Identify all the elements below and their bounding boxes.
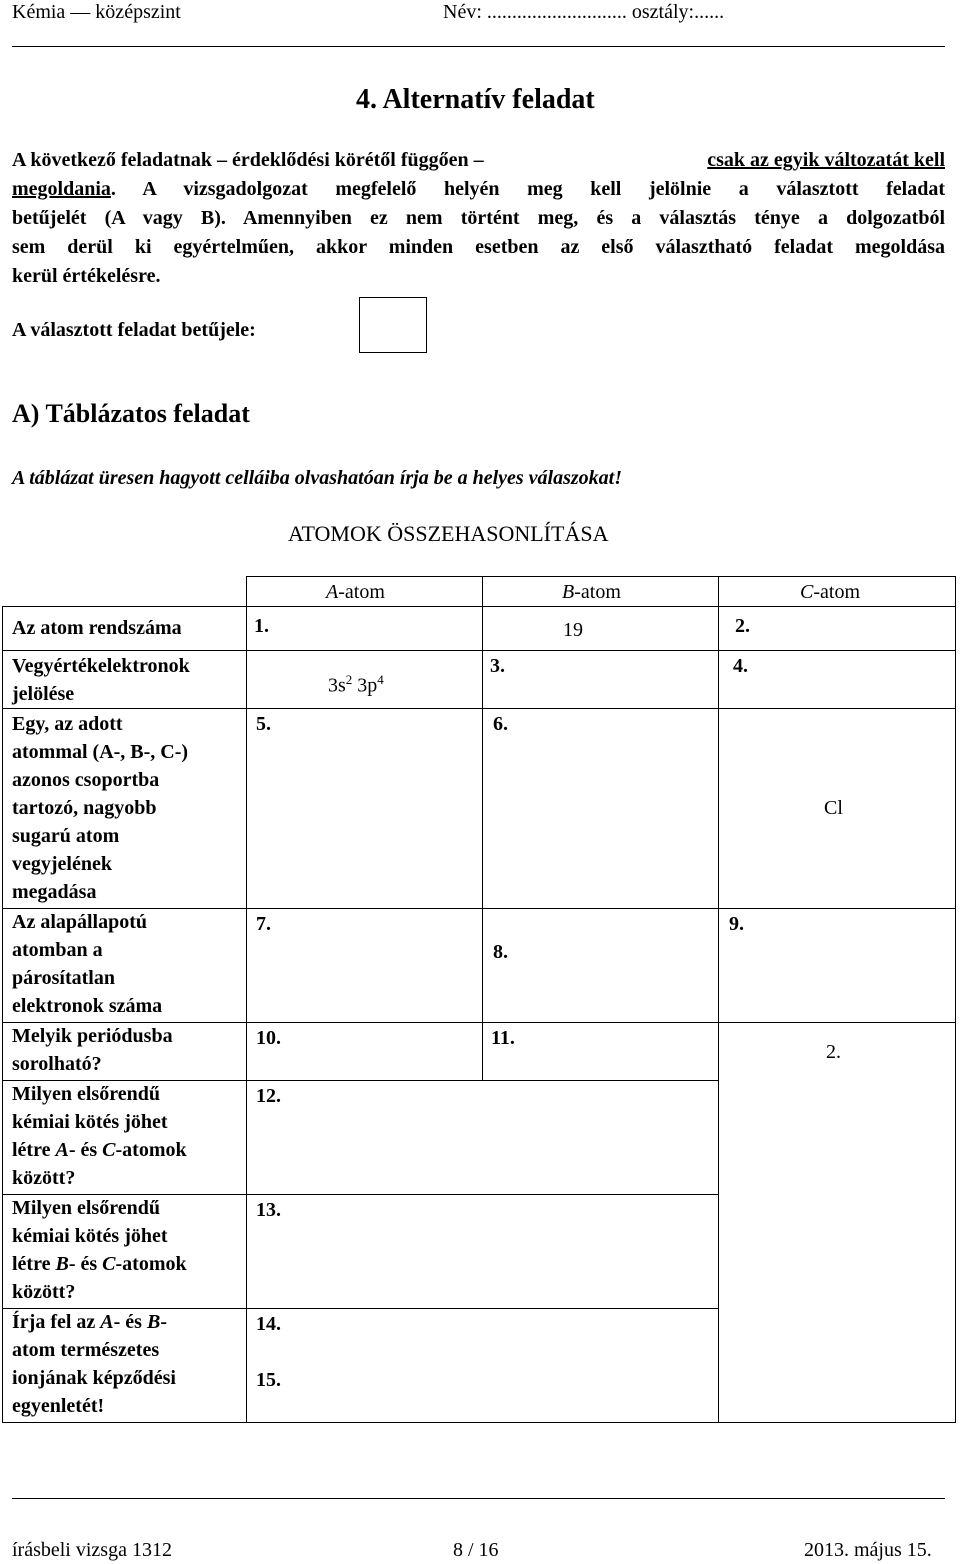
row5-c: 2.	[826, 1041, 841, 1063]
row3-label-l1: Egy, az adott	[12, 713, 123, 735]
col-header-b: B-atom	[562, 581, 621, 603]
row4-b: 8.	[493, 941, 508, 963]
table-border-bottom	[2, 1422, 956, 1423]
table-line-header	[2, 606, 956, 607]
intro-line5: kerül értékelésre.	[12, 265, 161, 287]
footer-page: 8 / 16	[453, 1539, 499, 1561]
row3-label-l6: vegyjelének	[12, 853, 112, 875]
row3-label-l2: atommal (A-, B-, C-)	[12, 741, 189, 763]
row5-label-l1: Melyik periódusba	[12, 1025, 173, 1047]
intro-line2a: megoldania	[12, 178, 111, 200]
table-border-left	[2, 606, 3, 1423]
instruction: A táblázat üresen hagyott celláiba olvashatóan írja be a helyes válaszokat!	[12, 467, 623, 489]
footer-rule	[12, 1498, 945, 1499]
footer-date: 2013. május 15.	[804, 1539, 932, 1561]
row6-a: 12.	[256, 1085, 281, 1107]
header-subject: Kémia — középszint	[12, 1, 181, 23]
table-line-col2	[482, 576, 483, 1080]
row4-c: 9.	[729, 913, 744, 935]
row3-c: Cl	[824, 797, 843, 819]
row1-c: 2.	[735, 615, 750, 637]
row4-a: 7.	[256, 913, 271, 935]
header-name-class: Név: ............................ osztály:......	[443, 1, 725, 23]
row7-label-l3: létre B- és C-atomok	[12, 1253, 187, 1275]
row8-label-l1: Írja fel az A- és B-	[12, 1311, 167, 1333]
row5-b: 11.	[491, 1027, 515, 1049]
row3-label-l4: tartozó, nagyobb	[12, 797, 157, 819]
row3-b: 6.	[493, 713, 508, 735]
row4-label-l3: párosítatlan	[12, 967, 115, 989]
row7-a: 13.	[256, 1199, 281, 1221]
intro-line1a: A következő feladatnak – érdeklődési körétől függően –	[12, 149, 484, 171]
intro-line3: betűjelét (A vagy B). Amennyiben ez nem történt meg, és a választás ténye a dolgozatból	[12, 207, 945, 229]
row7-label-l4: között?	[12, 1281, 76, 1303]
intro-line2b: . A vizsgadolgozat megfelelő helyén meg kell jelölnie a választott feladat	[110, 178, 945, 200]
row1-label: Az atom rendszáma	[12, 617, 182, 639]
table-border-top	[246, 576, 956, 577]
row5-label-l2: sorolható?	[12, 1053, 102, 1075]
row8-label-l2: atom természetes	[12, 1339, 160, 1361]
intro-line1b: csak az egyik változatát kell	[707, 149, 945, 171]
intro-line4: sem derül ki egyértelműen, akkor minden esetben az első választható feladat megoldása	[12, 236, 945, 258]
col-header-a: A-atom	[326, 581, 385, 603]
table-line-col3	[718, 576, 719, 1423]
row4-label-l4: elektronok száma	[12, 995, 163, 1017]
row8-a2: 15.	[256, 1369, 281, 1391]
footer-exam: írásbeli vizsga 1312	[12, 1539, 172, 1561]
row5-a: 10.	[256, 1027, 281, 1049]
row3-label-l3: azonos csoportba	[12, 769, 160, 791]
choice-label: A választott feladat betűjele:	[12, 319, 256, 341]
row6-label-l3: létre A- és C-atomok	[12, 1139, 187, 1161]
row6-label-l4: között?	[12, 1167, 76, 1189]
row2-label-l1: Vegyértékelektronok	[12, 655, 190, 677]
row7-label-l1: Milyen elsőrendű	[12, 1197, 160, 1219]
table-line-row2	[2, 708, 956, 709]
table-line-row1	[2, 650, 956, 651]
task-title: A) Táblázatos feladat	[12, 399, 250, 428]
section-title: 4. Alternatív feladat	[356, 84, 595, 115]
row1-a: 1.	[254, 615, 269, 637]
row3-a: 5.	[256, 713, 271, 735]
col-header-c: C-atom	[800, 581, 860, 603]
row2-b: 3.	[490, 655, 505, 677]
row6-label-l2: kémiai kötés jöhet	[12, 1111, 168, 1133]
row4-label-l2: atomban a	[12, 939, 103, 961]
row1-b: 19	[563, 619, 583, 641]
row8-label-l4: egyenletét!	[12, 1395, 105, 1417]
row4-label-l1: Az alapállapotú	[12, 911, 148, 933]
row6-label-l1: Milyen elsőrendű	[12, 1083, 160, 1105]
row2-label-l2: jelölése	[12, 683, 75, 705]
row2-a-config: $3s^2$ $3p^4$	[328, 672, 384, 697]
row2-c: 4.	[733, 655, 748, 677]
table-border-right	[955, 576, 956, 1423]
row3-label-l7: megadása	[12, 881, 97, 903]
table-line-col1	[246, 576, 247, 1423]
row8-a1: 14.	[256, 1313, 281, 1335]
row8-label-l3: ionjának képződési	[12, 1367, 176, 1389]
row3-label-l5: sugarú atom	[12, 825, 120, 847]
table-title: ATOMOK ÖSSZEHASONLÍTÁSA	[288, 521, 609, 546]
row7-label-l2: kémiai kötés jöhet	[12, 1225, 168, 1247]
